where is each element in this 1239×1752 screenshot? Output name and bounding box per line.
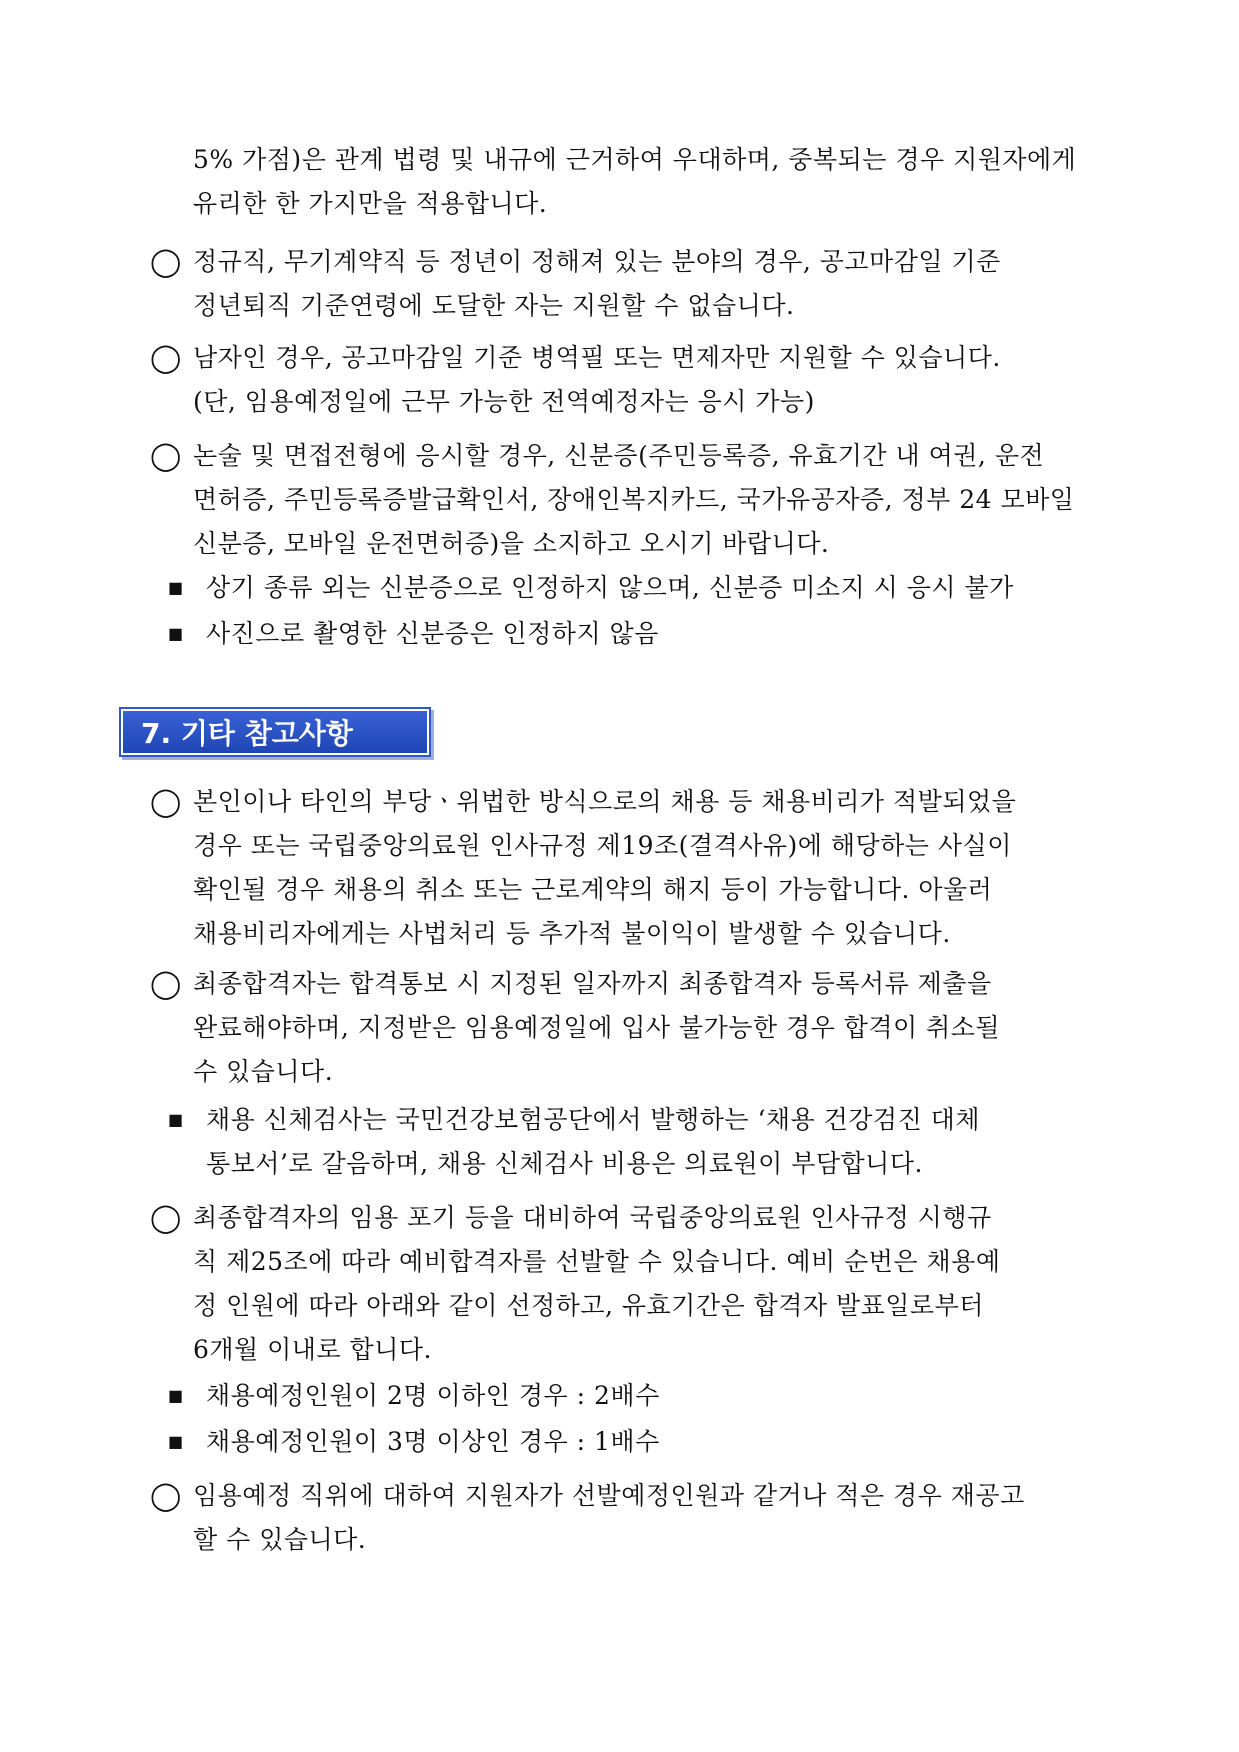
square-bullet-icon: ■	[168, 1432, 184, 1451]
square-bullet-icon: ■	[168, 1386, 184, 1405]
continuation-paragraph	[150, 138, 1130, 226]
circle-bullet-icon: ◯	[150, 785, 182, 818]
circle-bullet-icon: ◯	[150, 1479, 182, 1512]
text-line: 최종합격자는 합격통보 시 지정된 일자까지 최종합격자 등록서류 제출을	[193, 969, 992, 998]
text-line: 최종합격자의 임용 포기 등을 대비하여 국립중앙의료원 인사규정 시행규	[193, 1203, 992, 1232]
text-line: 칙 제25조에 따라 예비합격자를 선발할 수 있습니다. 예비 순번은 채용예	[193, 1247, 1001, 1276]
text-line: 논술 및 면접전형에 응시할 경우, 신분증(주민등록증, 유효기간 내 여권, 운전	[193, 441, 1045, 470]
text-line: 통보서’로 갈음하며, 채용 신체검사 비용은 의료원이 부담합니다.	[206, 1149, 923, 1178]
square-bullet-icon: ■	[168, 624, 184, 643]
text-line: 채용예정인원이 3명 이상인 경우 : 1배수	[206, 1427, 660, 1456]
text-line: (단, 임용예정일에 근무 가능한 전역예정자는 응시 가능)	[193, 387, 815, 416]
text-line: 유리한 한 가지만을 적용합니다.	[193, 189, 548, 218]
text-line: 임용예정 직위에 대하여 지원자가 선발예정인원과 같거나 적은 경우 재공고	[193, 1481, 1025, 1510]
text-line: 신분증, 모바일 운전면허증)을 소지하고 오시기 바랍니다.	[193, 529, 830, 558]
text-line: 수 있습니다.	[193, 1057, 334, 1086]
item-reserve-candidates	[150, 1196, 1130, 1372]
text-line: 채용 신체검사는 국민건강보험공단에서 발행하는 ‘채용 건강검진 대체	[206, 1105, 980, 1134]
square-bullet-icon: ■	[168, 578, 184, 597]
text-line: 정년퇴직 기준연령에 도달한 자는 지원할 수 없습니다.	[193, 291, 795, 320]
text-line: 정 인원에 따라 아래와 같이 선정하고, 유효기간은 합격자 발표일로부터	[193, 1291, 984, 1320]
text-line: 할 수 있습니다.	[193, 1525, 367, 1554]
item-id-documents	[150, 434, 1130, 566]
text-line: 채용비리자에게는 사법처리 등 추가적 불이익이 발생할 수 있습니다.	[193, 919, 951, 948]
sub-item-id-other	[168, 566, 1128, 610]
circle-bullet-icon: ◯	[150, 245, 182, 278]
item-military-service	[150, 336, 1130, 424]
text-line: 경우 또는 국립중앙의료원 인사규정 제19조(결격사유)에 해당하는 사실이	[193, 831, 1012, 860]
text-line: 완료해야하며, 지정받은 임용예정일에 입사 불가능한 경우 합격이 취소될	[193, 1013, 1001, 1042]
text-line: 본인이나 타인의 부당ㆍ위법한 방식으로의 채용 등 채용비리가 적발되었을	[193, 787, 1017, 816]
sub-item-two-or-less	[168, 1374, 1128, 1418]
text-line: 확인될 경우 채용의 취소 또는 근로계약의 해지 등이 가능합니다. 아울러	[193, 875, 993, 904]
text-line: 남자인 경우, 공고마감일 기준 병역필 또는 면제자만 지원할 수 있습니다.	[193, 343, 1001, 372]
section-heading: 7. 기타 참고사항	[121, 709, 429, 755]
circle-bullet-icon: ◯	[150, 439, 182, 472]
square-bullet-icon: ■	[168, 1110, 184, 1129]
text-line: 사진으로 촬영한 신분증은 인정하지 않음	[206, 619, 659, 648]
item-re-announcement	[150, 1474, 1130, 1562]
text-line: 정규직, 무기계약직 등 정년이 정해져 있는 분야의 경우, 공고마감일 기준	[193, 247, 1001, 276]
sub-item-id-photo	[168, 612, 1128, 656]
sub-item-health-check	[168, 1098, 1128, 1186]
item-final-documents	[150, 962, 1130, 1094]
text-line: 면허증, 주민등록증발급확인서, 장애인복지카드, 국가유공자증, 정부 24 모바일	[193, 485, 1075, 514]
item-retirement-age	[150, 240, 1130, 328]
sub-item-three-or-more	[168, 1420, 1128, 1464]
circle-bullet-icon: ◯	[150, 1201, 182, 1234]
circle-bullet-icon: ◯	[150, 967, 182, 1000]
text-line: 6개월 이내로 합니다.	[193, 1335, 432, 1364]
text-line: 상기 종류 외는 신분증으로 인정하지 않으며, 신분증 미소지 시 응시 불가	[206, 573, 1014, 602]
text-line: 5% 가점)은 관계 법령 및 내규에 근거하여 우대하며, 중복되는 경우 지원자에게	[193, 145, 1077, 174]
text-line: 채용예정인원이 2명 이하인 경우 : 2배수	[206, 1381, 660, 1410]
item-hiring-fraud	[150, 780, 1130, 956]
circle-bullet-icon: ◯	[150, 341, 182, 374]
